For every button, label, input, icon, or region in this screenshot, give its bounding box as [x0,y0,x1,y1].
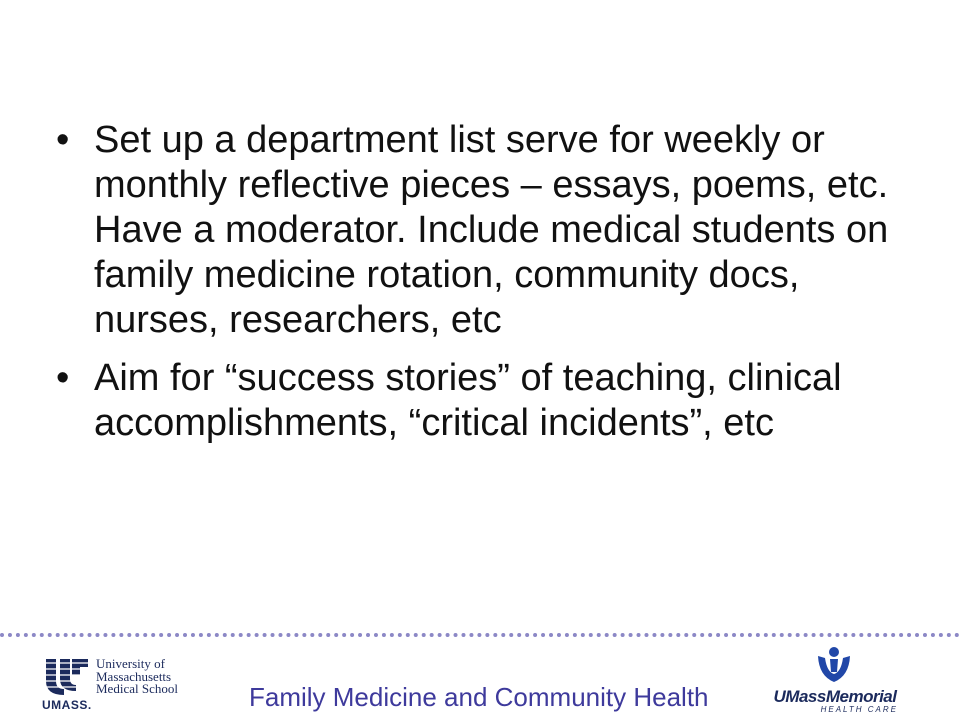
umass-memorial-figure-icon [815,646,853,684]
bullet-text: Aim for “success stories” of teaching, clinical accomplishments, “critical incidents”, etc [94,357,842,444]
bullet-text: Set up a department list serve for weekly or monthly reflective pieces – essays, poems, etc. Have a moderator. Include medical students on family medicine rotation, community docs, nurses, researchers, etc [94,119,889,341]
school-line: Medical School [96,681,178,696]
umass-school-name [96,658,178,696]
footer-department-name: Family Medicine and Community Health [249,682,709,712]
bullet-marker: • [56,357,70,399]
bullet-item [56,356,916,446]
umass-memorial-logo [770,646,900,716]
umass-shield-icon [42,655,92,699]
umass-wordmark: UMASS. [42,698,92,712]
bullet-marker: • [56,119,70,161]
footer-divider [0,633,960,637]
school-line: Massachusetts [96,668,172,684]
bullet-list [56,118,916,459]
bullet-item [56,118,916,343]
umass-medical-school-logo [42,655,222,711]
umass-memorial-subtitle: HEALTH CARE [820,705,898,714]
school-line: University of [96,656,165,671]
umass-memorial-name: UMassMemorial [773,687,897,706]
